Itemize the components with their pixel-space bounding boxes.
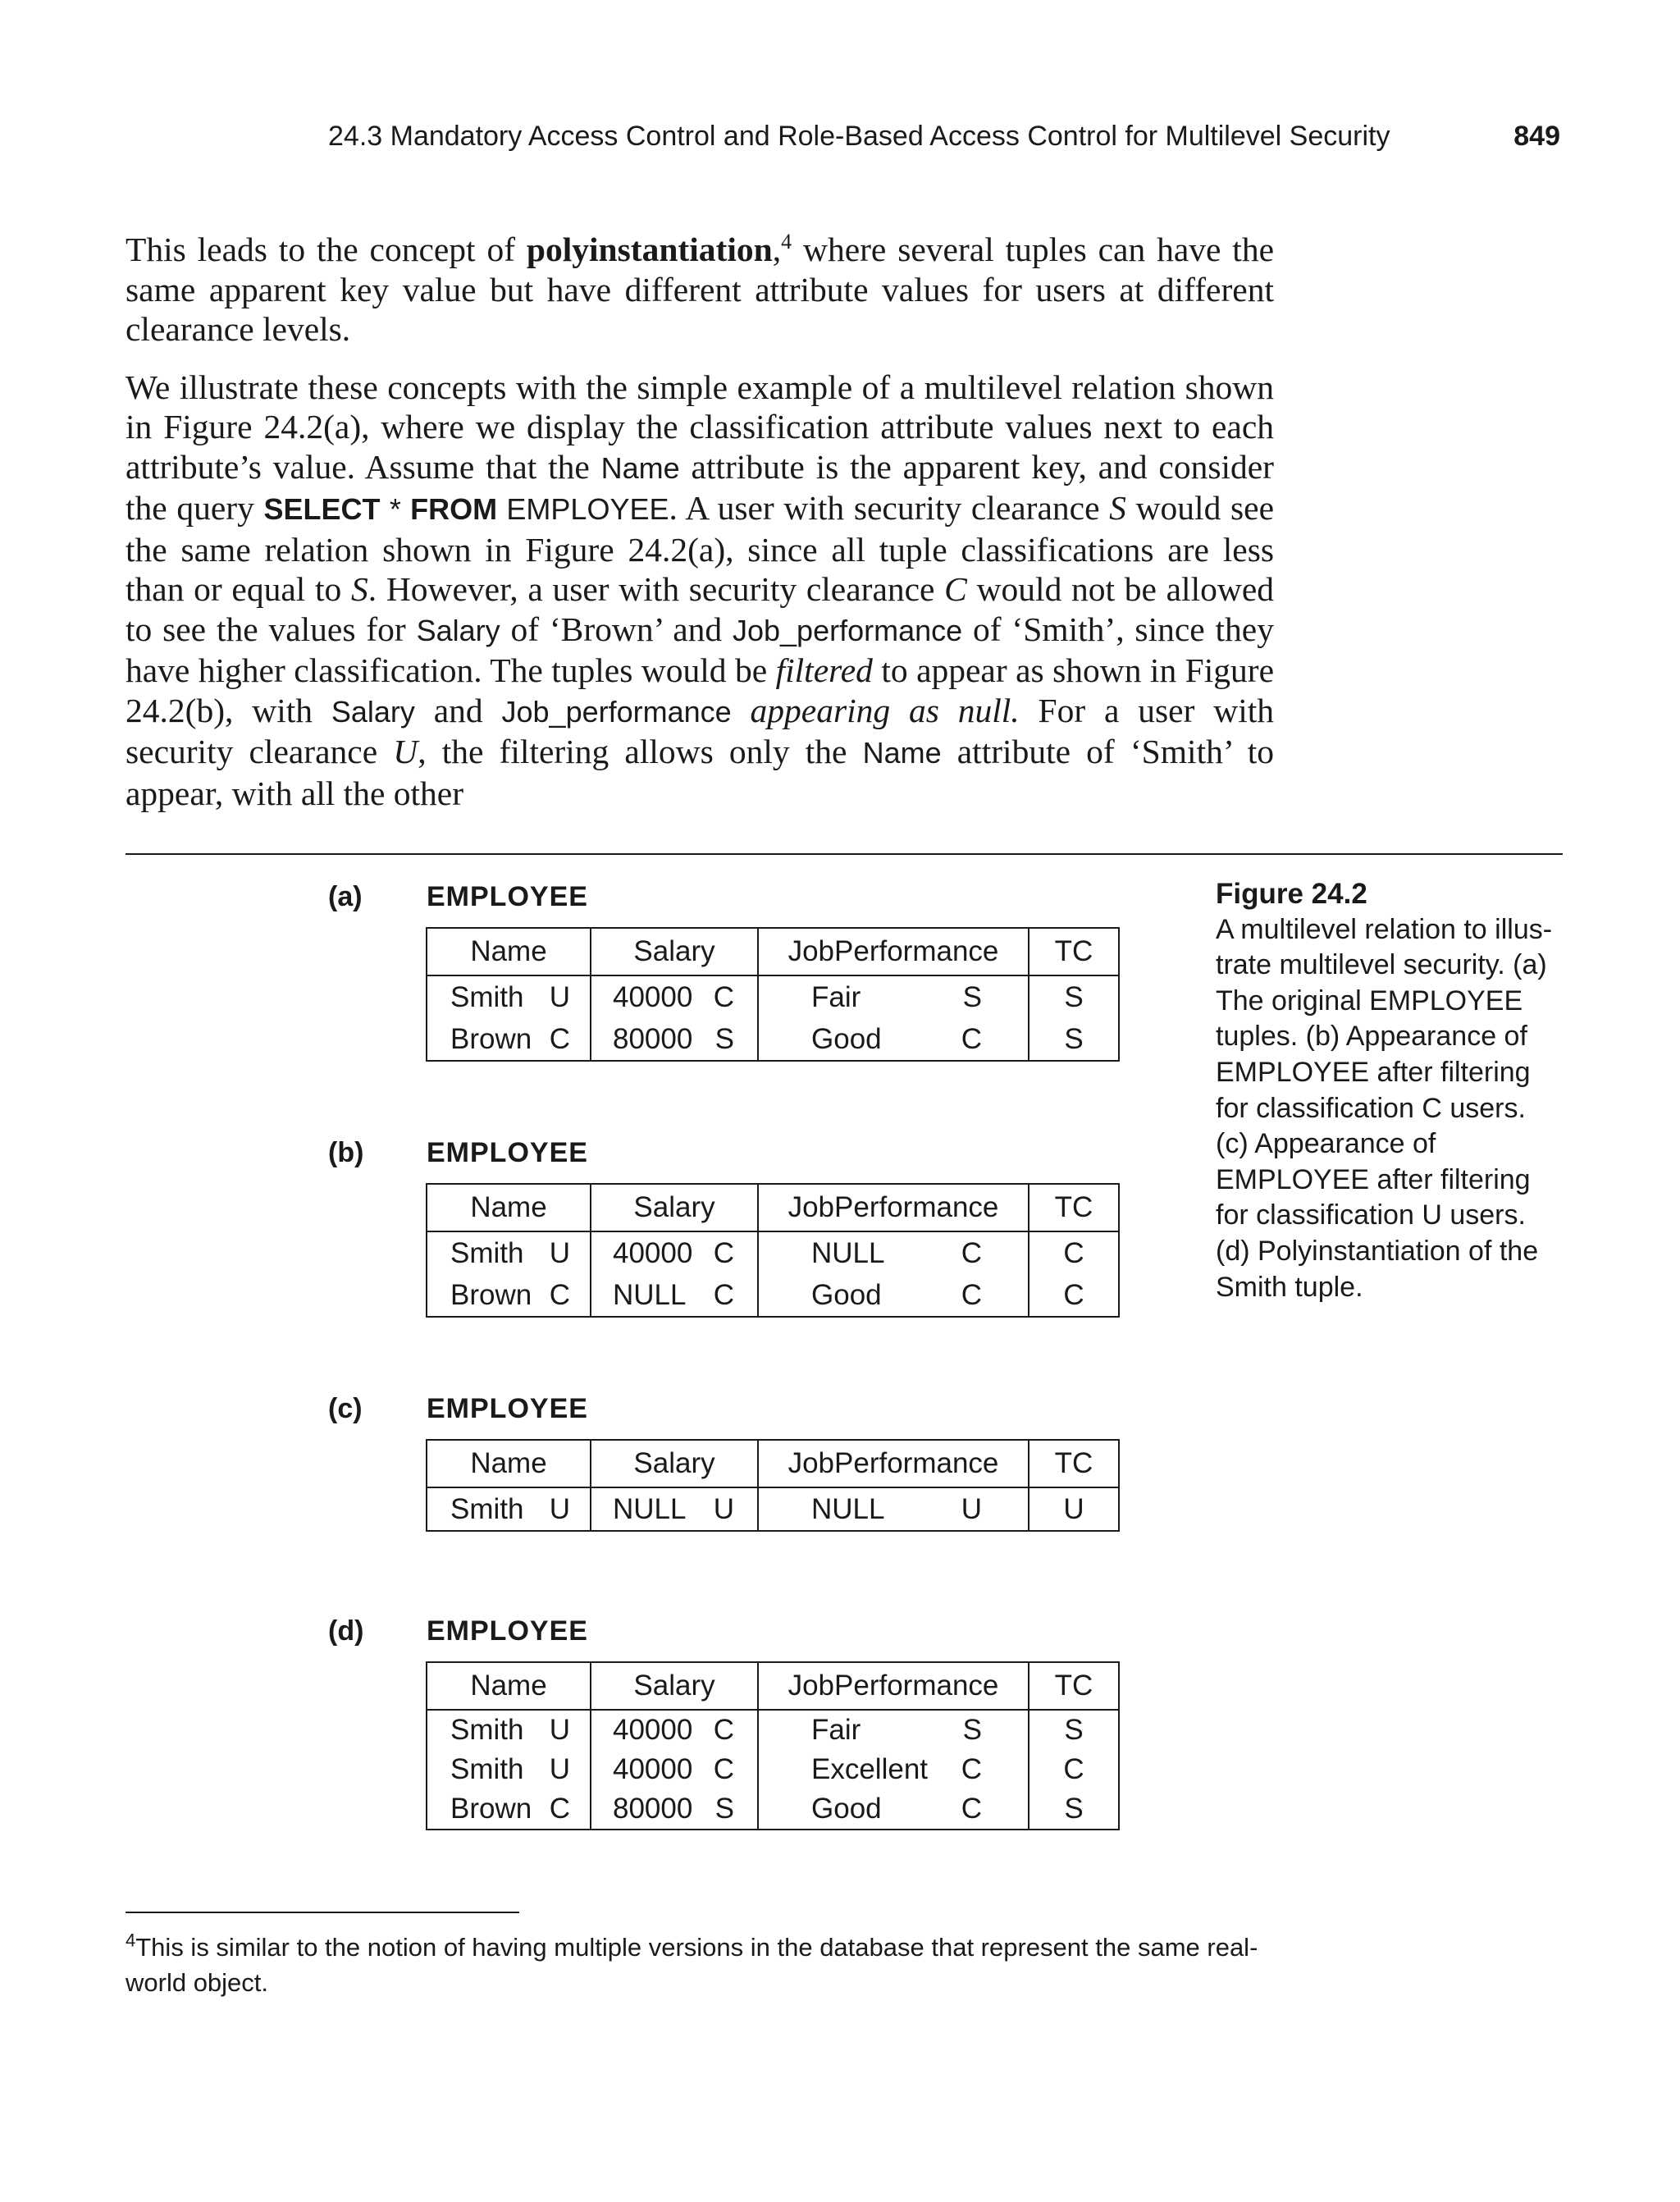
cell-job: Good	[811, 1022, 882, 1055]
cell-name-class: C	[549, 1793, 570, 1825]
text-run: attribute is the apparent key, and consider the query	[126, 447, 1274, 527]
cell-name: Smith	[450, 980, 524, 1013]
text-run: For a user with security clearance	[126, 691, 1275, 770]
cell-tc: U	[1063, 1492, 1084, 1525]
table-row	[427, 1750, 1119, 1789]
cell-name: Brown	[450, 1278, 532, 1311]
cell-job-class: C	[961, 1753, 982, 1785]
cell-job: Excellent	[811, 1753, 929, 1785]
cell-salary: NULL	[613, 1278, 687, 1311]
cell-salary: 40000	[613, 1236, 693, 1269]
cell-name: Brown	[450, 1022, 532, 1055]
cell-job: NULL	[811, 1492, 885, 1525]
cell-name-class: U	[549, 980, 570, 1013]
col-header-salary: Salary	[591, 1440, 758, 1487]
cell-name: Smith	[450, 1236, 524, 1269]
query-relation: EMPLOYEE	[497, 492, 669, 526]
cell-salary-class: C	[713, 1278, 734, 1311]
cell-name: Smith	[450, 1753, 524, 1785]
cell-salary-class: U	[713, 1492, 734, 1525]
table-row	[427, 1018, 1119, 1061]
table-header-row	[427, 928, 1119, 975]
table-row	[427, 975, 1119, 1018]
relation-name-d: EMPLOYEE	[427, 1615, 588, 1647]
cell-job: NULL	[811, 1236, 885, 1269]
cell-salary: 80000	[613, 1022, 693, 1055]
col-header-salary: Salary	[591, 1184, 758, 1231]
attr-salary: Salary	[331, 694, 415, 729]
cell-salary: NULL	[613, 1492, 687, 1525]
level-c: C	[944, 570, 967, 608]
relation-name-a: EMPLOYEE	[427, 881, 588, 912]
cell-name: Brown	[450, 1793, 532, 1825]
col-header-name: Name	[427, 928, 591, 975]
col-header-name: Name	[427, 1662, 591, 1710]
text-run: where several tuples can have the same apparent key value but have different attribute values for users at different clearance levels.	[126, 231, 1274, 348]
panel-label-c: (c)	[328, 1393, 363, 1424]
col-header-tc: TC	[1029, 928, 1119, 975]
cell-tc: S	[1064, 1793, 1084, 1825]
paragraph-2	[126, 368, 1274, 814]
text-run: attribute of ‘Smith’ to appear, with all the other	[126, 733, 1274, 812]
cell-name: Smith	[450, 1492, 524, 1525]
cell-tc: S	[1064, 1714, 1084, 1746]
level-s: S	[1109, 489, 1126, 527]
cell-job-class: C	[961, 1278, 982, 1311]
attr-name: Name	[600, 450, 680, 485]
table-row	[427, 1710, 1119, 1750]
col-header-tc: TC	[1029, 1440, 1119, 1487]
footnote-text: This is similar to the notion of having multiple versions in the database that represent the same real-world object.	[126, 1933, 1258, 1997]
text-run: to appear as shown in Figure 24.2(b), with	[126, 651, 1274, 729]
text-run: This leads to the concept of	[126, 231, 527, 268]
figure-top-rule	[126, 853, 1563, 855]
cell-tc: C	[1063, 1278, 1084, 1311]
footnote	[126, 1930, 1274, 2000]
footnote-mark: 4	[126, 1930, 136, 1951]
emph-filtered: filtered	[775, 651, 873, 689]
table-header-row	[427, 1184, 1119, 1231]
running-head: 24.3 Mandatory Access Control and Role-Based Access Control for Multilevel Security	[328, 121, 1390, 152]
cell-salary: 80000	[613, 1793, 693, 1825]
col-header-salary: Salary	[591, 1662, 758, 1710]
attr-job-performance: Job_performance	[501, 694, 732, 729]
cell-job: Good	[811, 1793, 882, 1825]
text-run: . A user with security clearance	[669, 489, 1110, 527]
panel-label-b: (b)	[328, 1137, 364, 1168]
text-run: and	[414, 691, 502, 729]
text-run: of ‘Brown’ and	[500, 610, 733, 648]
cell-name-class: U	[549, 1714, 570, 1746]
employee-table-b	[426, 1183, 1120, 1318]
text-run: ,	[772, 231, 782, 268]
cell-job-class: S	[962, 980, 982, 1013]
attr-job-performance: Job_performance	[732, 613, 963, 647]
table-row	[427, 1231, 1119, 1274]
employee-table-a	[426, 927, 1120, 1062]
cell-salary-class: C	[713, 1714, 734, 1746]
cell-job-class: C	[961, 1236, 982, 1269]
page-number: 849	[1513, 121, 1560, 152]
cell-job: Good	[811, 1278, 882, 1311]
caption-text: A multilevel relation to illus-trate multilevel security. (a) The original EMPLOYEE tuples. (b) Appearance of EMPLOYEE after filtering for classification C users. (c) Appearance of EMPLOYEE after filtering for classification U users. (d) Polyinstantiation of the Smith tuple.	[1216, 913, 1553, 1303]
cell-name-class: U	[549, 1236, 570, 1269]
cell-name-class: C	[549, 1278, 570, 1311]
panel-label-a: (a)	[328, 881, 363, 912]
emph-appearing-as-null: appearing as null.	[731, 691, 1020, 729]
panel-label-d: (d)	[328, 1615, 364, 1647]
keyword-select: SELECT	[263, 492, 381, 526]
query-star: *	[380, 492, 411, 526]
cell-tc: S	[1064, 1022, 1084, 1055]
footnote-ref: 4	[781, 230, 792, 254]
text-run: of ‘Smith’, since they have higher classification. The tuples would be	[126, 610, 1274, 689]
cell-tc: C	[1063, 1753, 1084, 1785]
col-header-tc: TC	[1029, 1662, 1119, 1710]
figure-caption	[1216, 876, 1560, 1305]
paragraph-1	[126, 230, 1274, 349]
employee-table-d	[426, 1661, 1120, 1830]
employee-table-c	[426, 1439, 1120, 1532]
col-header-jobperformance: JobPerformance	[758, 928, 1029, 975]
cell-name-class: C	[549, 1022, 570, 1055]
cell-salary-class: C	[713, 1236, 734, 1269]
col-header-name: Name	[427, 1440, 591, 1487]
cell-job-class: C	[961, 1022, 982, 1055]
term-polyinstantiation: polyinstantiation	[526, 231, 773, 268]
cell-salary-class: C	[713, 1753, 734, 1785]
cell-job-class: S	[962, 1714, 982, 1746]
attr-salary: Salary	[416, 613, 500, 647]
cell-salary: 40000	[613, 1753, 693, 1785]
caption-title: Figure 24.2	[1216, 878, 1367, 910]
footnote-rule	[126, 1912, 519, 1913]
text-run: would see the same relation shown in Figure 24.2(a), since all tuple classifications are less than or equal to	[126, 489, 1274, 608]
table-row	[427, 1274, 1119, 1317]
text-run: We illustrate these concepts with the simple example of a multilevel relation shown in Figure 24.2(a), where we display the classification attribute values next to each attribute’s value. Assume that the	[126, 368, 1274, 486]
cell-job-class: C	[961, 1793, 982, 1825]
table-row	[427, 1789, 1119, 1830]
col-header-salary: Salary	[591, 928, 758, 975]
cell-salary-class: C	[713, 980, 734, 1013]
cell-job-class: U	[961, 1492, 982, 1525]
col-header-tc: TC	[1029, 1184, 1119, 1231]
relation-name-b: EMPLOYEE	[427, 1137, 588, 1168]
text-run: would not be allowed to see the values for	[126, 570, 1274, 648]
cell-name: Smith	[450, 1714, 524, 1746]
cell-salary-class: S	[714, 1793, 734, 1825]
cell-tc: S	[1064, 980, 1084, 1013]
attr-name: Name	[862, 736, 942, 770]
cell-name-class: U	[549, 1753, 570, 1785]
col-header-jobperformance: JobPerformance	[758, 1662, 1029, 1710]
cell-salary: 40000	[613, 980, 693, 1013]
cell-job: Fair	[811, 980, 861, 1013]
table-header-row	[427, 1440, 1119, 1487]
table-header-row	[427, 1662, 1119, 1710]
level-s: S	[350, 570, 368, 608]
cell-salary: 40000	[613, 1714, 693, 1746]
cell-name-class: U	[549, 1492, 570, 1525]
text-run: , the filtering allows only the	[418, 733, 863, 770]
text-run: . However, a user with security clearance	[368, 570, 945, 608]
cell-job: Fair	[811, 1714, 861, 1746]
cell-salary-class: S	[714, 1022, 734, 1055]
keyword-from: FROM	[410, 492, 498, 526]
col-header-jobperformance: JobPerformance	[758, 1440, 1029, 1487]
table-row	[427, 1487, 1119, 1531]
col-header-jobperformance: JobPerformance	[758, 1184, 1029, 1231]
cell-tc: C	[1063, 1236, 1084, 1269]
body-text	[126, 230, 1274, 831]
relation-name-c: EMPLOYEE	[427, 1393, 588, 1424]
col-header-name: Name	[427, 1184, 591, 1231]
level-u: U	[393, 733, 418, 770]
